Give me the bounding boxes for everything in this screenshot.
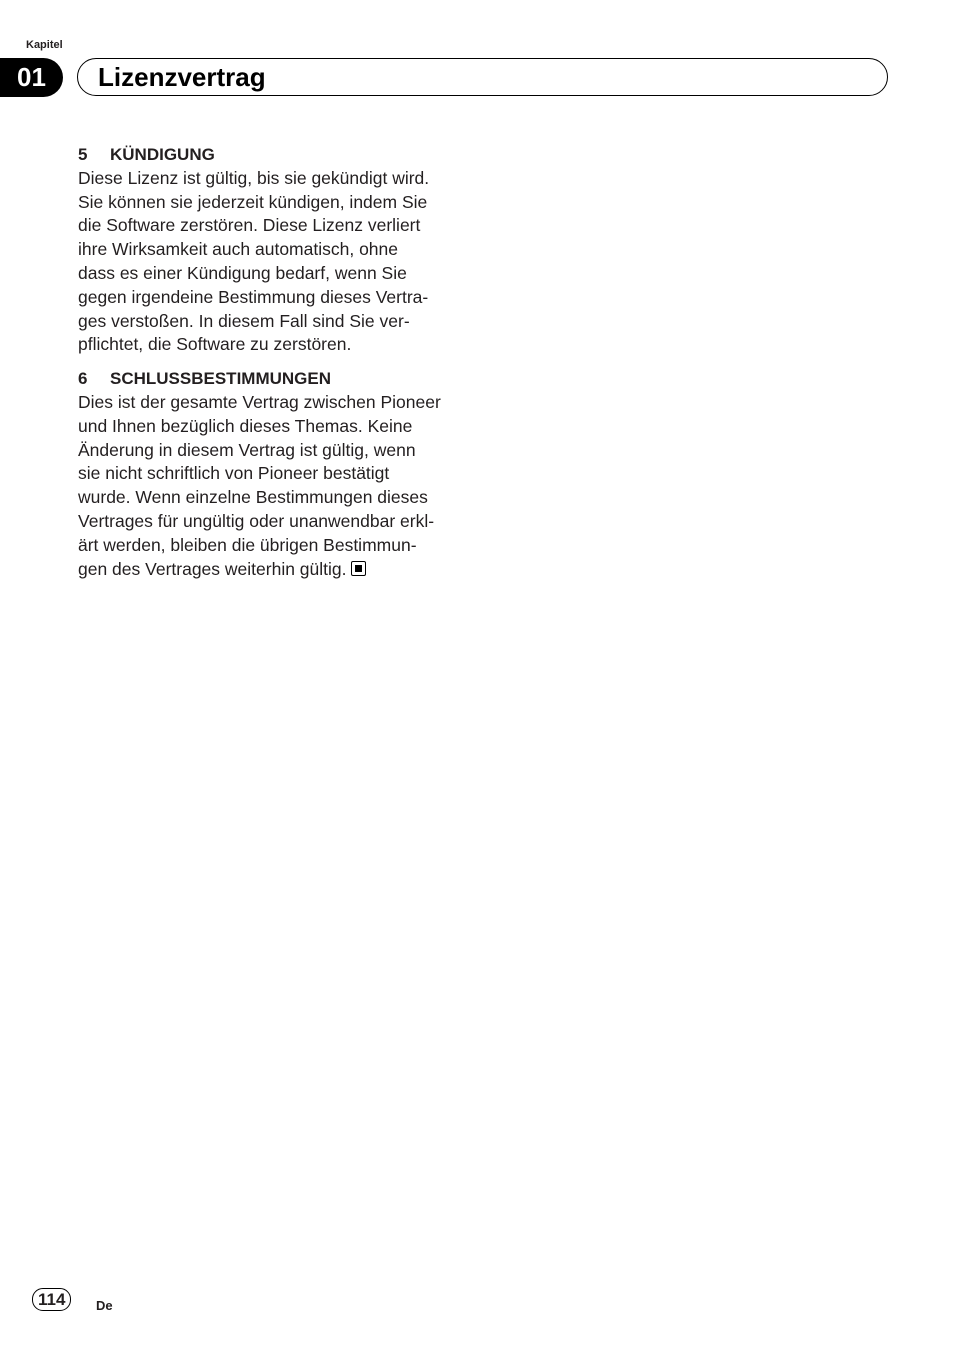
text-line-last xyxy=(78,558,478,582)
chapter-label: Kapitel xyxy=(26,39,63,51)
text-line: wurde. Wenn einzelne Bestimmungen dieses xyxy=(78,487,428,508)
text-line: ihre Wirksamkeit auch automatisch, ohne xyxy=(78,239,398,260)
end-mark-icon xyxy=(351,561,366,576)
text-line: Vertrages für ungültig oder unanwendbar erkl- xyxy=(78,510,435,531)
section-title: KÜNDIGUNG xyxy=(110,145,215,164)
text-line: die Software zerstören. Diese Lizenz verliert xyxy=(78,215,421,236)
text-line: sie nicht schriftlich von Pioneer bestätigt xyxy=(78,463,390,484)
chapter-number: 01 xyxy=(0,58,63,97)
text-line: Sie können sie jederzeit kündigen, indem Sie xyxy=(78,191,428,212)
text-line: und Ihnen bezüglich dieses Themas. Keine xyxy=(78,415,413,436)
language-code: De xyxy=(96,1298,113,1313)
page-number: 114 xyxy=(32,1288,71,1311)
text-line: Änderung in diesem Vertrag ist gültig, wenn xyxy=(78,439,416,460)
text-line: gegen irgendeine Bestimmung dieses Vertra- xyxy=(78,286,429,307)
text-span: gen des Vertrages weiterhin gültig. xyxy=(78,558,347,579)
section-title: SCHLUSSBESTIMMUNGEN xyxy=(110,369,332,389)
text-column xyxy=(78,143,478,581)
section-heading xyxy=(78,367,478,391)
chapter-title: Lizenzvertrag xyxy=(98,62,266,92)
text-line: ärt werden, bleiben die übrigen Bestimmun- xyxy=(78,534,417,555)
section-5 xyxy=(78,143,478,357)
section-heading xyxy=(78,143,478,167)
text-line: ges verstoßen. In diesem Fall sind Sie ver- xyxy=(78,310,410,331)
section-6 xyxy=(78,367,478,581)
text-line: dass es einer Kündigung bedarf, wenn Sie xyxy=(78,262,407,283)
text-line: pflichtet, die Software zu zerstören. xyxy=(78,334,352,355)
chapter-title-box xyxy=(77,58,888,96)
section-number: 6 xyxy=(78,369,88,389)
section-number: 5 xyxy=(78,145,88,164)
text-line: Diese Lizenz ist gültig, bis sie gekündigt wird. xyxy=(78,167,430,188)
text-line: Dies ist der gesamte Vertrag zwischen Pioneer xyxy=(78,391,441,412)
